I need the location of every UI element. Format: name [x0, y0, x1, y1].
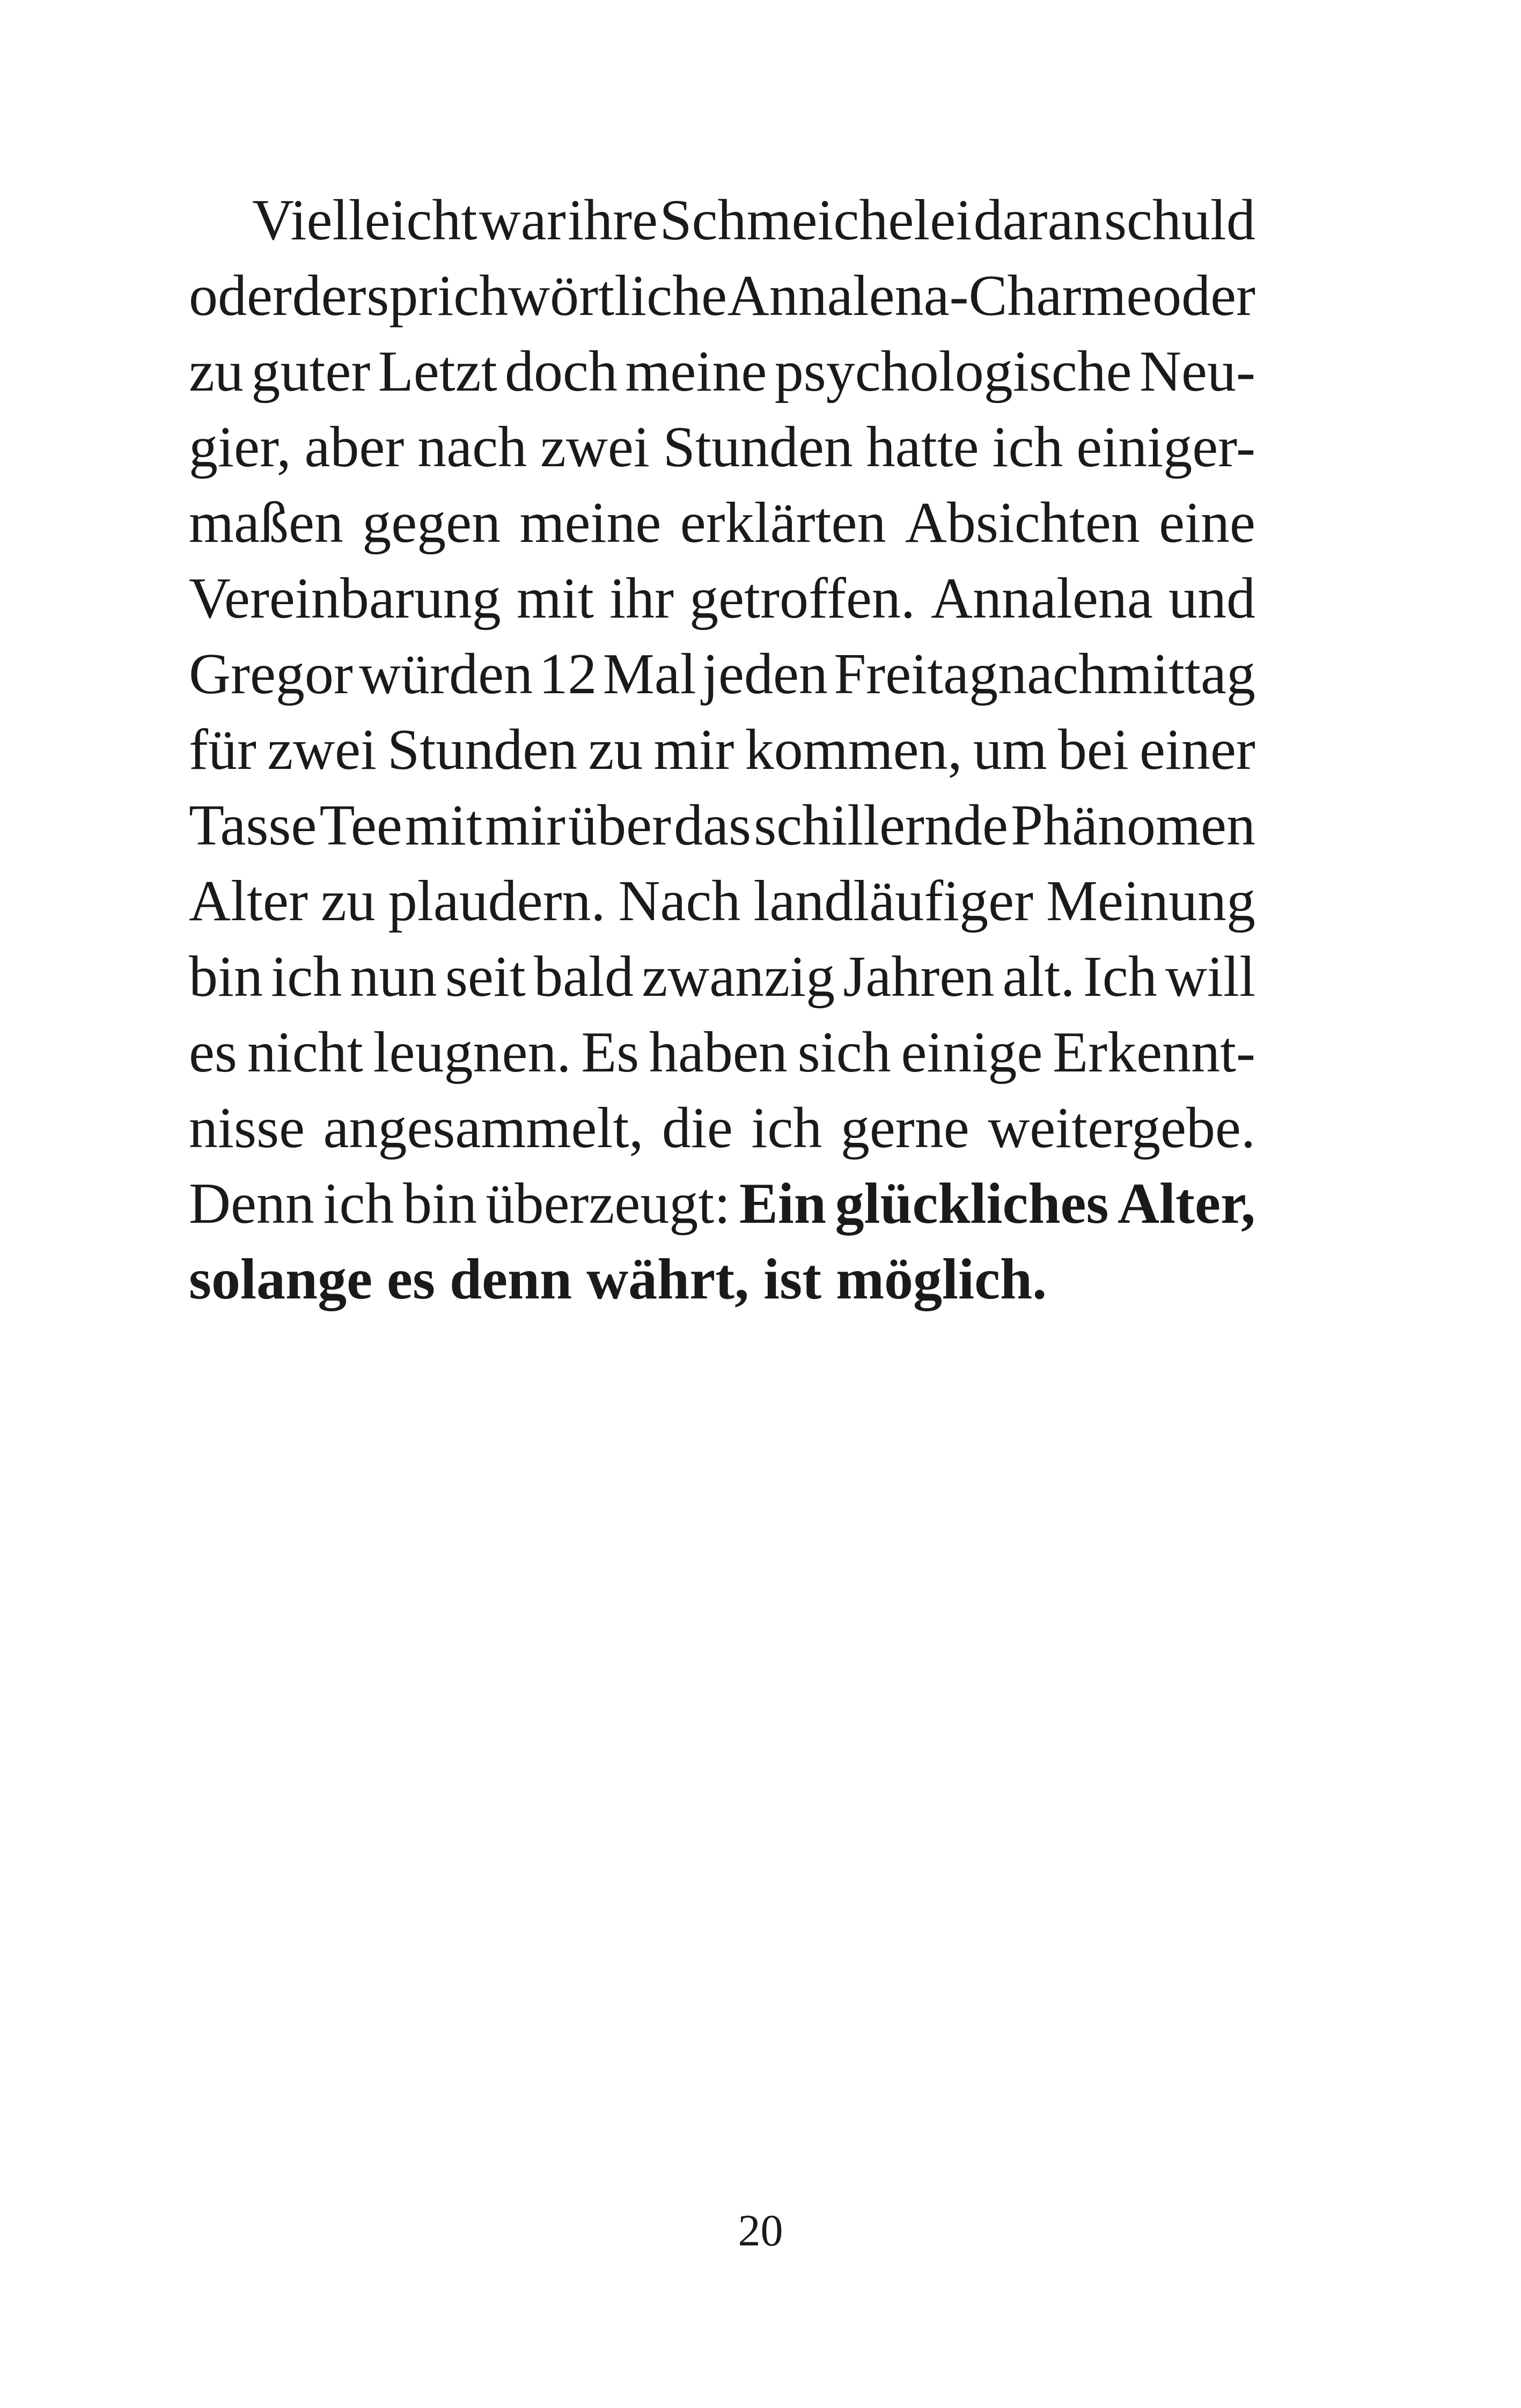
word: hatte: [866, 415, 979, 479]
emphasis-word: Ein: [739, 1172, 826, 1236]
word: schuld: [1104, 188, 1255, 252]
word: bin: [189, 945, 263, 1009]
word: nicht: [247, 1021, 363, 1084]
word: landläufiger: [753, 869, 1034, 933]
word: zwanzig: [642, 945, 835, 1009]
word: oder: [189, 264, 292, 328]
word: Schmeichelei: [659, 188, 972, 252]
word: es: [189, 1021, 237, 1084]
word: zu: [320, 869, 376, 933]
word: und: [1168, 567, 1255, 630]
word: einiger-: [1076, 415, 1255, 479]
word: nisse: [189, 1096, 305, 1160]
word: zwei: [540, 415, 650, 479]
word: 12: [539, 642, 597, 706]
word: mit: [516, 567, 594, 630]
word: kommen,: [745, 718, 962, 782]
word: mir: [653, 718, 734, 782]
word: bin: [402, 1172, 477, 1236]
word: Phänomen: [1011, 794, 1255, 857]
word: würden: [359, 642, 533, 706]
word: psychologische: [774, 340, 1132, 403]
word: schillernde: [754, 794, 1008, 857]
word: die: [662, 1096, 733, 1160]
word: der: [292, 264, 366, 328]
word: mit: [405, 794, 482, 857]
word: Gregor: [189, 642, 353, 706]
word: sich: [797, 1021, 891, 1084]
emphasis-word: Alter,: [1118, 1172, 1255, 1236]
word: leugnen.: [373, 1021, 571, 1084]
word: einige: [901, 1021, 1043, 1084]
word: gegen: [362, 491, 501, 555]
text-line: [189, 409, 1255, 485]
word: Tee: [319, 794, 402, 857]
word: jeden: [702, 642, 828, 706]
word: zu: [189, 340, 244, 403]
word: ihre: [568, 188, 658, 252]
word: gier,: [189, 415, 291, 479]
word: Nach: [618, 869, 741, 933]
text-line: [189, 182, 1255, 258]
word: zu: [588, 718, 643, 782]
text-line: [189, 485, 1255, 561]
word: Neu-: [1140, 340, 1255, 403]
word: ihr: [609, 567, 674, 630]
text-line: [189, 561, 1255, 636]
word: maßen: [189, 491, 343, 555]
word: ich: [323, 1172, 394, 1236]
word: Ich: [1083, 945, 1157, 1009]
word: daran: [973, 188, 1103, 252]
word: haben: [649, 1021, 788, 1084]
word: war: [479, 188, 566, 252]
word: erklärten: [680, 491, 886, 555]
word: weitergebe.: [988, 1096, 1255, 1160]
word: gerne: [840, 1096, 969, 1160]
word: ich: [271, 945, 342, 1009]
word: Stunden: [387, 718, 578, 782]
word: alt.: [1002, 945, 1075, 1009]
text-line: [189, 636, 1255, 712]
word: bald: [534, 945, 634, 1009]
word: Vereinbarung: [189, 567, 501, 630]
word: über: [568, 794, 671, 857]
word: bei: [1057, 718, 1129, 782]
word: überzeugt:: [486, 1172, 731, 1236]
word: Freitagnachmittag: [834, 642, 1255, 706]
word: oder: [1152, 264, 1255, 328]
text-line: [189, 939, 1255, 1015]
emphasis-text: solange es denn währt, ist möglich.: [189, 1247, 1047, 1311]
body-paragraph: [189, 182, 1255, 1317]
page-number: 20: [738, 2206, 783, 2256]
word: meine: [625, 340, 767, 403]
word: nun: [350, 945, 437, 1009]
word: doch: [505, 340, 618, 403]
word: Erkennt-: [1053, 1021, 1255, 1084]
word: Annalena: [931, 567, 1153, 630]
text-line: [189, 712, 1255, 788]
word: will: [1165, 945, 1255, 1009]
word: ich: [992, 415, 1063, 479]
word: ich: [751, 1096, 822, 1160]
word: Mal: [602, 642, 696, 706]
word: Letzt: [378, 340, 497, 403]
text-line: [189, 788, 1255, 863]
word: plaudern.: [388, 869, 606, 933]
word: Alter: [189, 869, 308, 933]
text-line: [189, 1242, 1255, 1317]
word: sprichwörtliche: [366, 264, 728, 328]
text-line: [189, 1166, 1255, 1242]
text-line: [189, 1015, 1255, 1090]
emphasis-word: glückliches: [835, 1172, 1109, 1236]
word: nach: [417, 415, 527, 479]
word: meine: [519, 491, 662, 555]
word: seit: [445, 945, 526, 1009]
text-line: [189, 863, 1255, 939]
word: mir: [484, 794, 565, 857]
word: Vielleicht: [252, 188, 477, 252]
word: Annalena-Charme: [727, 264, 1152, 328]
text-line: [189, 1090, 1255, 1166]
word: um: [973, 718, 1047, 782]
word: Meinung: [1046, 869, 1255, 933]
word: Jahren: [843, 945, 995, 1009]
word: für: [189, 718, 256, 782]
word: das: [674, 794, 752, 857]
word: Tasse: [189, 794, 317, 857]
word: aber: [304, 415, 405, 479]
text-line: [189, 334, 1255, 409]
word: einer: [1140, 718, 1255, 782]
word: Denn: [189, 1172, 314, 1236]
word: Stunden: [663, 415, 853, 479]
word: zwei: [267, 718, 377, 782]
word: eine: [1159, 491, 1255, 555]
word: Absichten: [905, 491, 1140, 555]
word: angesammelt,: [323, 1096, 644, 1160]
text-line: [189, 258, 1255, 334]
word: guter: [251, 340, 371, 403]
word: Es: [581, 1021, 640, 1084]
word: getroffen.: [689, 567, 915, 630]
